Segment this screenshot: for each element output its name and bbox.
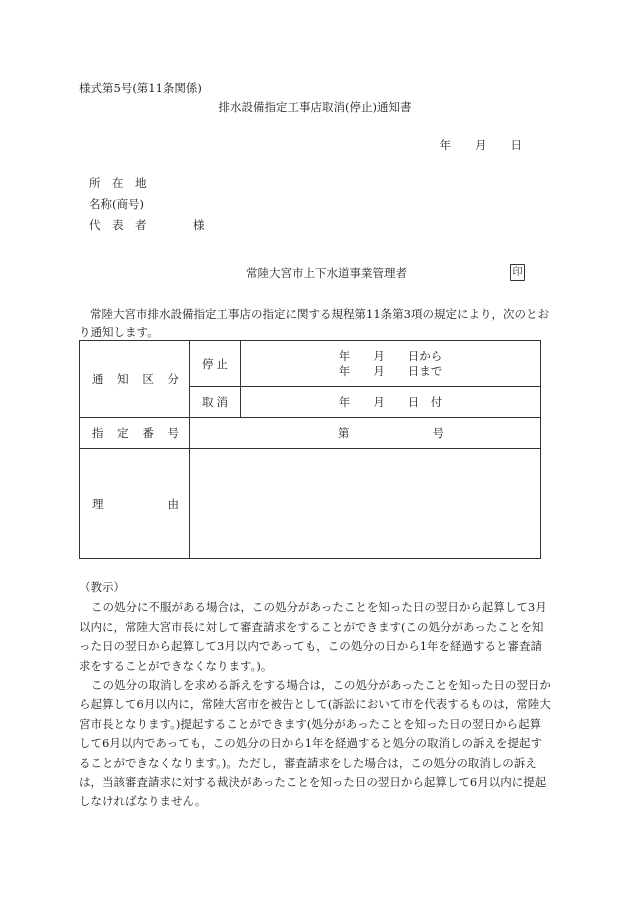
honorific: 様: [193, 218, 205, 232]
document-title: 排水設備指定工事店取消(停止)通知書: [218, 100, 412, 114]
appeal-paragraph-1: この処分に不服がある場合は，この処分があったことを知った日の翌日から起算して3月以内に，常陸大宮市長に対して審査請求をすることができます(この処分があったことを知った日の翌日から起算して3月以内であっても，この処分の日から1年を経過すると審査請求をすることができなくなります。)。: [79, 600, 547, 673]
addressee-block: [89, 173, 205, 236]
suspend-until: 年 月 日まで: [338, 363, 443, 378]
cancel-date: 年 月 日 付: [338, 394, 443, 409]
issue-date: [440, 137, 523, 153]
reason-value-cell[interactable]: [190, 449, 541, 559]
notice-type-label-cell: [80, 341, 190, 418]
number-value: 第 号: [338, 426, 444, 440]
representative-label: 代 表 者: [89, 218, 147, 232]
cancel-label-cell: [190, 387, 241, 418]
date-day: 日: [510, 138, 522, 152]
reason-label-cell: [80, 449, 190, 559]
number-label: 指 定 番 号: [92, 426, 179, 440]
name-label: 名称(商号): [89, 197, 144, 211]
intro-text: 常陸大宮市排水設備指定工事店の指定に関する規程第11条第3項の規定により，次のとおり通知します。: [79, 307, 549, 339]
notice-table: [79, 340, 541, 559]
notice-type-label: 通 知 区 分: [92, 372, 179, 386]
appeal-notice: [79, 578, 551, 812]
number-label-cell: [80, 418, 190, 449]
form-number: 様式第5号(第11条関係): [79, 81, 202, 95]
suspend-label: 停 止: [202, 356, 228, 371]
number-value-cell[interactable]: [190, 418, 541, 449]
suspend-label-cell: [190, 341, 241, 387]
date-year: 年: [439, 138, 451, 152]
appeal-paragraph-2: この処分の取消しを求める訴えをする場合は，この処分があったことを知った日の翌日から起算して6月以内に，常陸大宮市を被告として(訴訟において市を代表するものは，常陸大宮市長となります。)提起することができます(処分があったことを知った日の翌日から起算して6月以内であっても，この処分の日から1年を経過すると処分の取消しの訴えを提起することができなくなります。)。ただし，審査請求をした場合は，この処分の取消しの訴えは，当該審査請求に対する裁決があったことを知った日の翌日から起算して6月以内に提起しなければなりません。: [79, 678, 551, 809]
issuer-name: 常陸大宮市上下水道事業管理者: [246, 266, 407, 280]
suspend-period: [241, 349, 540, 379]
location-label: 所 在 地: [89, 176, 147, 190]
reason-label: 理 由: [92, 496, 179, 511]
date-month: 月: [475, 138, 487, 152]
appeal-notice-heading: （教示）: [79, 580, 125, 594]
seal-mark: 印: [510, 264, 525, 281]
suspend-from: 年 月 日から: [338, 348, 443, 363]
suspend-period-cell[interactable]: [241, 341, 541, 387]
cancel-date-cell[interactable]: [241, 387, 541, 418]
cancel-label: 取 消: [202, 395, 228, 409]
